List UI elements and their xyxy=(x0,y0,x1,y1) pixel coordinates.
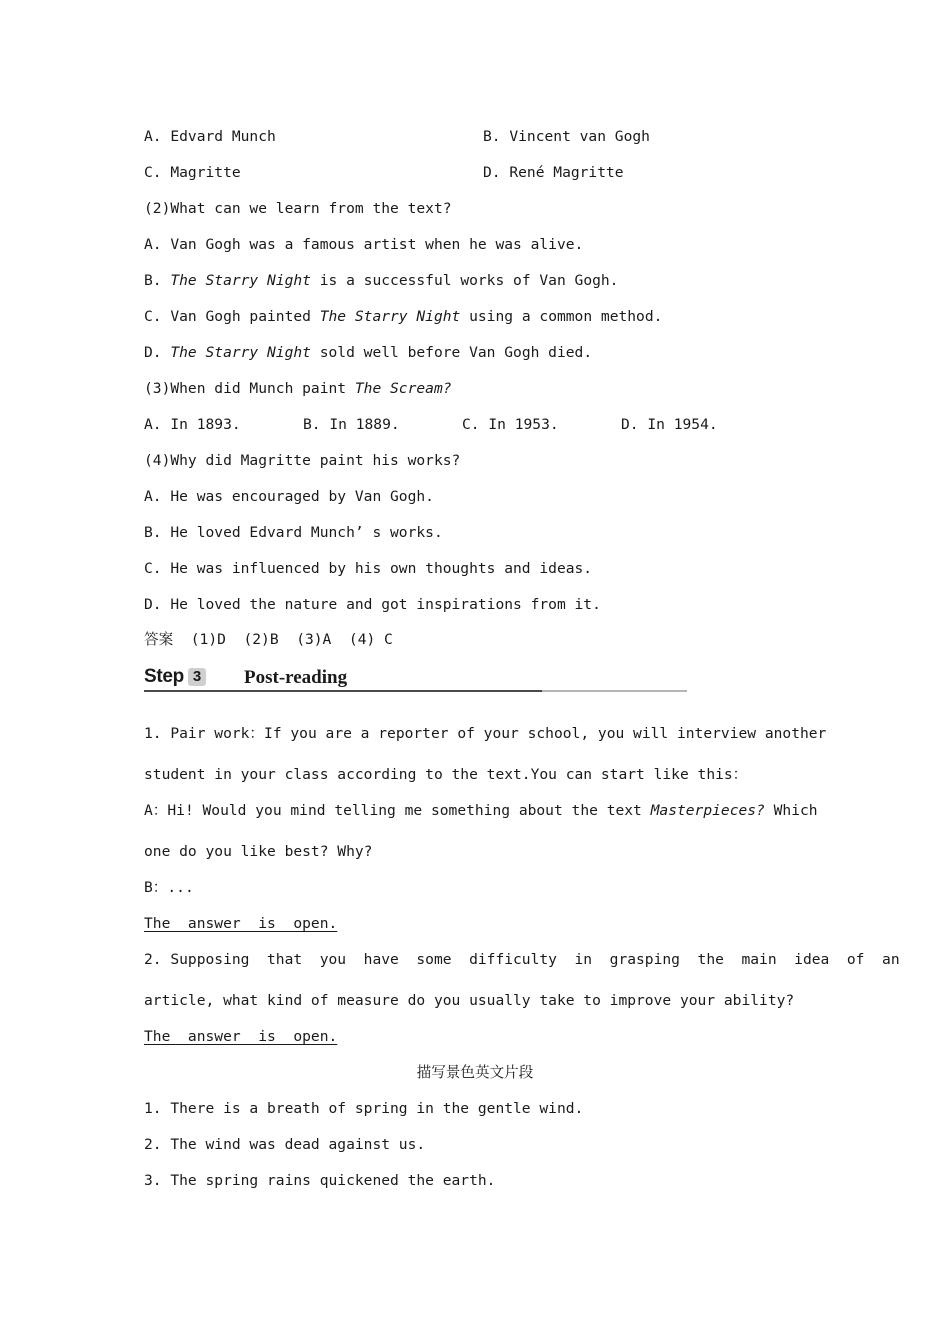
step-divider-light xyxy=(542,690,687,692)
q2-option-b-prefix: B. xyxy=(144,272,171,289)
q3-option-a: A. In 1893. xyxy=(144,416,241,433)
answer-open-1: The answer is open. xyxy=(144,915,338,932)
q3-option-d: D. In 1954. xyxy=(621,416,718,433)
post-item2-line1: 2. Supposing that you have some difficulty in grasping the main idea of an xyxy=(144,951,900,968)
step-divider-dark xyxy=(144,690,542,692)
q1-option-c: C. Magritte xyxy=(144,164,241,181)
scenery-sentence-3: 3. The spring rains quickened the earth. xyxy=(144,1172,496,1189)
q4-option-a: A. He was encouraged by Van Gogh. xyxy=(144,488,434,505)
q3-stem xyxy=(144,379,452,399)
q2-option-d xyxy=(144,343,592,363)
q2-option-c-title: The Starry Night xyxy=(319,308,461,325)
q3-stem-text: (3)When did Munch paint xyxy=(144,380,355,397)
dialog-a-text: A：Hi! Would you mind telling me something about the text xyxy=(144,802,651,819)
q1-option-a: A. Edvard Munch xyxy=(144,128,276,145)
q2-option-a: A. Van Gogh was a famous artist when he was alive. xyxy=(144,236,584,253)
dialog-b: B：... xyxy=(144,879,194,896)
dialog-a-title: Masterpieces? xyxy=(650,802,765,819)
q4-option-b: B. He loved Edvard Munch’ s works. xyxy=(144,524,443,541)
post-item1-line2: student in your class according to the text.You can start like this： xyxy=(144,766,748,783)
q2-option-b-title: The Starry Night xyxy=(170,272,311,289)
step-number-badge: 3 xyxy=(188,668,206,686)
scenery-sentence-1: 1. There is a breath of spring in the gentle wind. xyxy=(144,1100,584,1117)
q2-option-c-prefix: C. Van Gogh painted xyxy=(144,308,320,325)
q2-option-c-rest: using a common method. xyxy=(460,308,663,325)
q2-option-b xyxy=(144,271,618,291)
post-item2-line2: article, what kind of measure do you usually take to improve your ability? xyxy=(144,992,795,1009)
step-title: Post-reading xyxy=(244,667,348,688)
q2-option-c xyxy=(144,307,662,327)
dialog-a-rest: Which xyxy=(764,802,818,819)
q4-option-d: D. He loved the nature and got inspirations from it. xyxy=(144,596,601,613)
q2-stem: (2)What can we learn from the text? xyxy=(144,200,452,217)
q2-option-d-prefix: D. xyxy=(144,344,171,361)
q3-option-b: B. In 1889. xyxy=(303,416,400,433)
q4-stem: (4)Why did Magritte paint his works? xyxy=(144,452,461,469)
q2-option-b-rest: is a successful works of Van Gogh. xyxy=(310,272,619,289)
scenery-sentence-2: 2. The wind was dead against us. xyxy=(144,1136,426,1153)
dialog-a-line1 xyxy=(144,801,818,821)
answer-open-2: The answer is open. xyxy=(144,1028,338,1045)
q1-option-d: D. René Magritte xyxy=(483,164,624,181)
answer-key: 答案 (1)D (2)B (3)A (4) C xyxy=(144,631,393,648)
step-label: Step xyxy=(144,666,184,687)
q3-option-c: C. In 1953. xyxy=(462,416,559,433)
q2-option-d-title: The Starry Night xyxy=(170,344,311,361)
post-item1-line1: 1. Pair work：If you are a reporter of your school, you will interview another xyxy=(144,725,827,742)
scenery-heading: 描写景色英文片段 xyxy=(416,1064,534,1081)
q4-option-c: C. He was influenced by his own thoughts and ideas. xyxy=(144,560,593,577)
q1-option-b: B. Vincent van Gogh xyxy=(483,128,650,145)
dialog-a-line2: one do you like best? Why? xyxy=(144,843,373,860)
step-header xyxy=(144,666,687,692)
q3-stem-title: The Scream? xyxy=(354,380,452,397)
q2-option-d-rest: sold well before Van Gogh died. xyxy=(310,344,593,361)
